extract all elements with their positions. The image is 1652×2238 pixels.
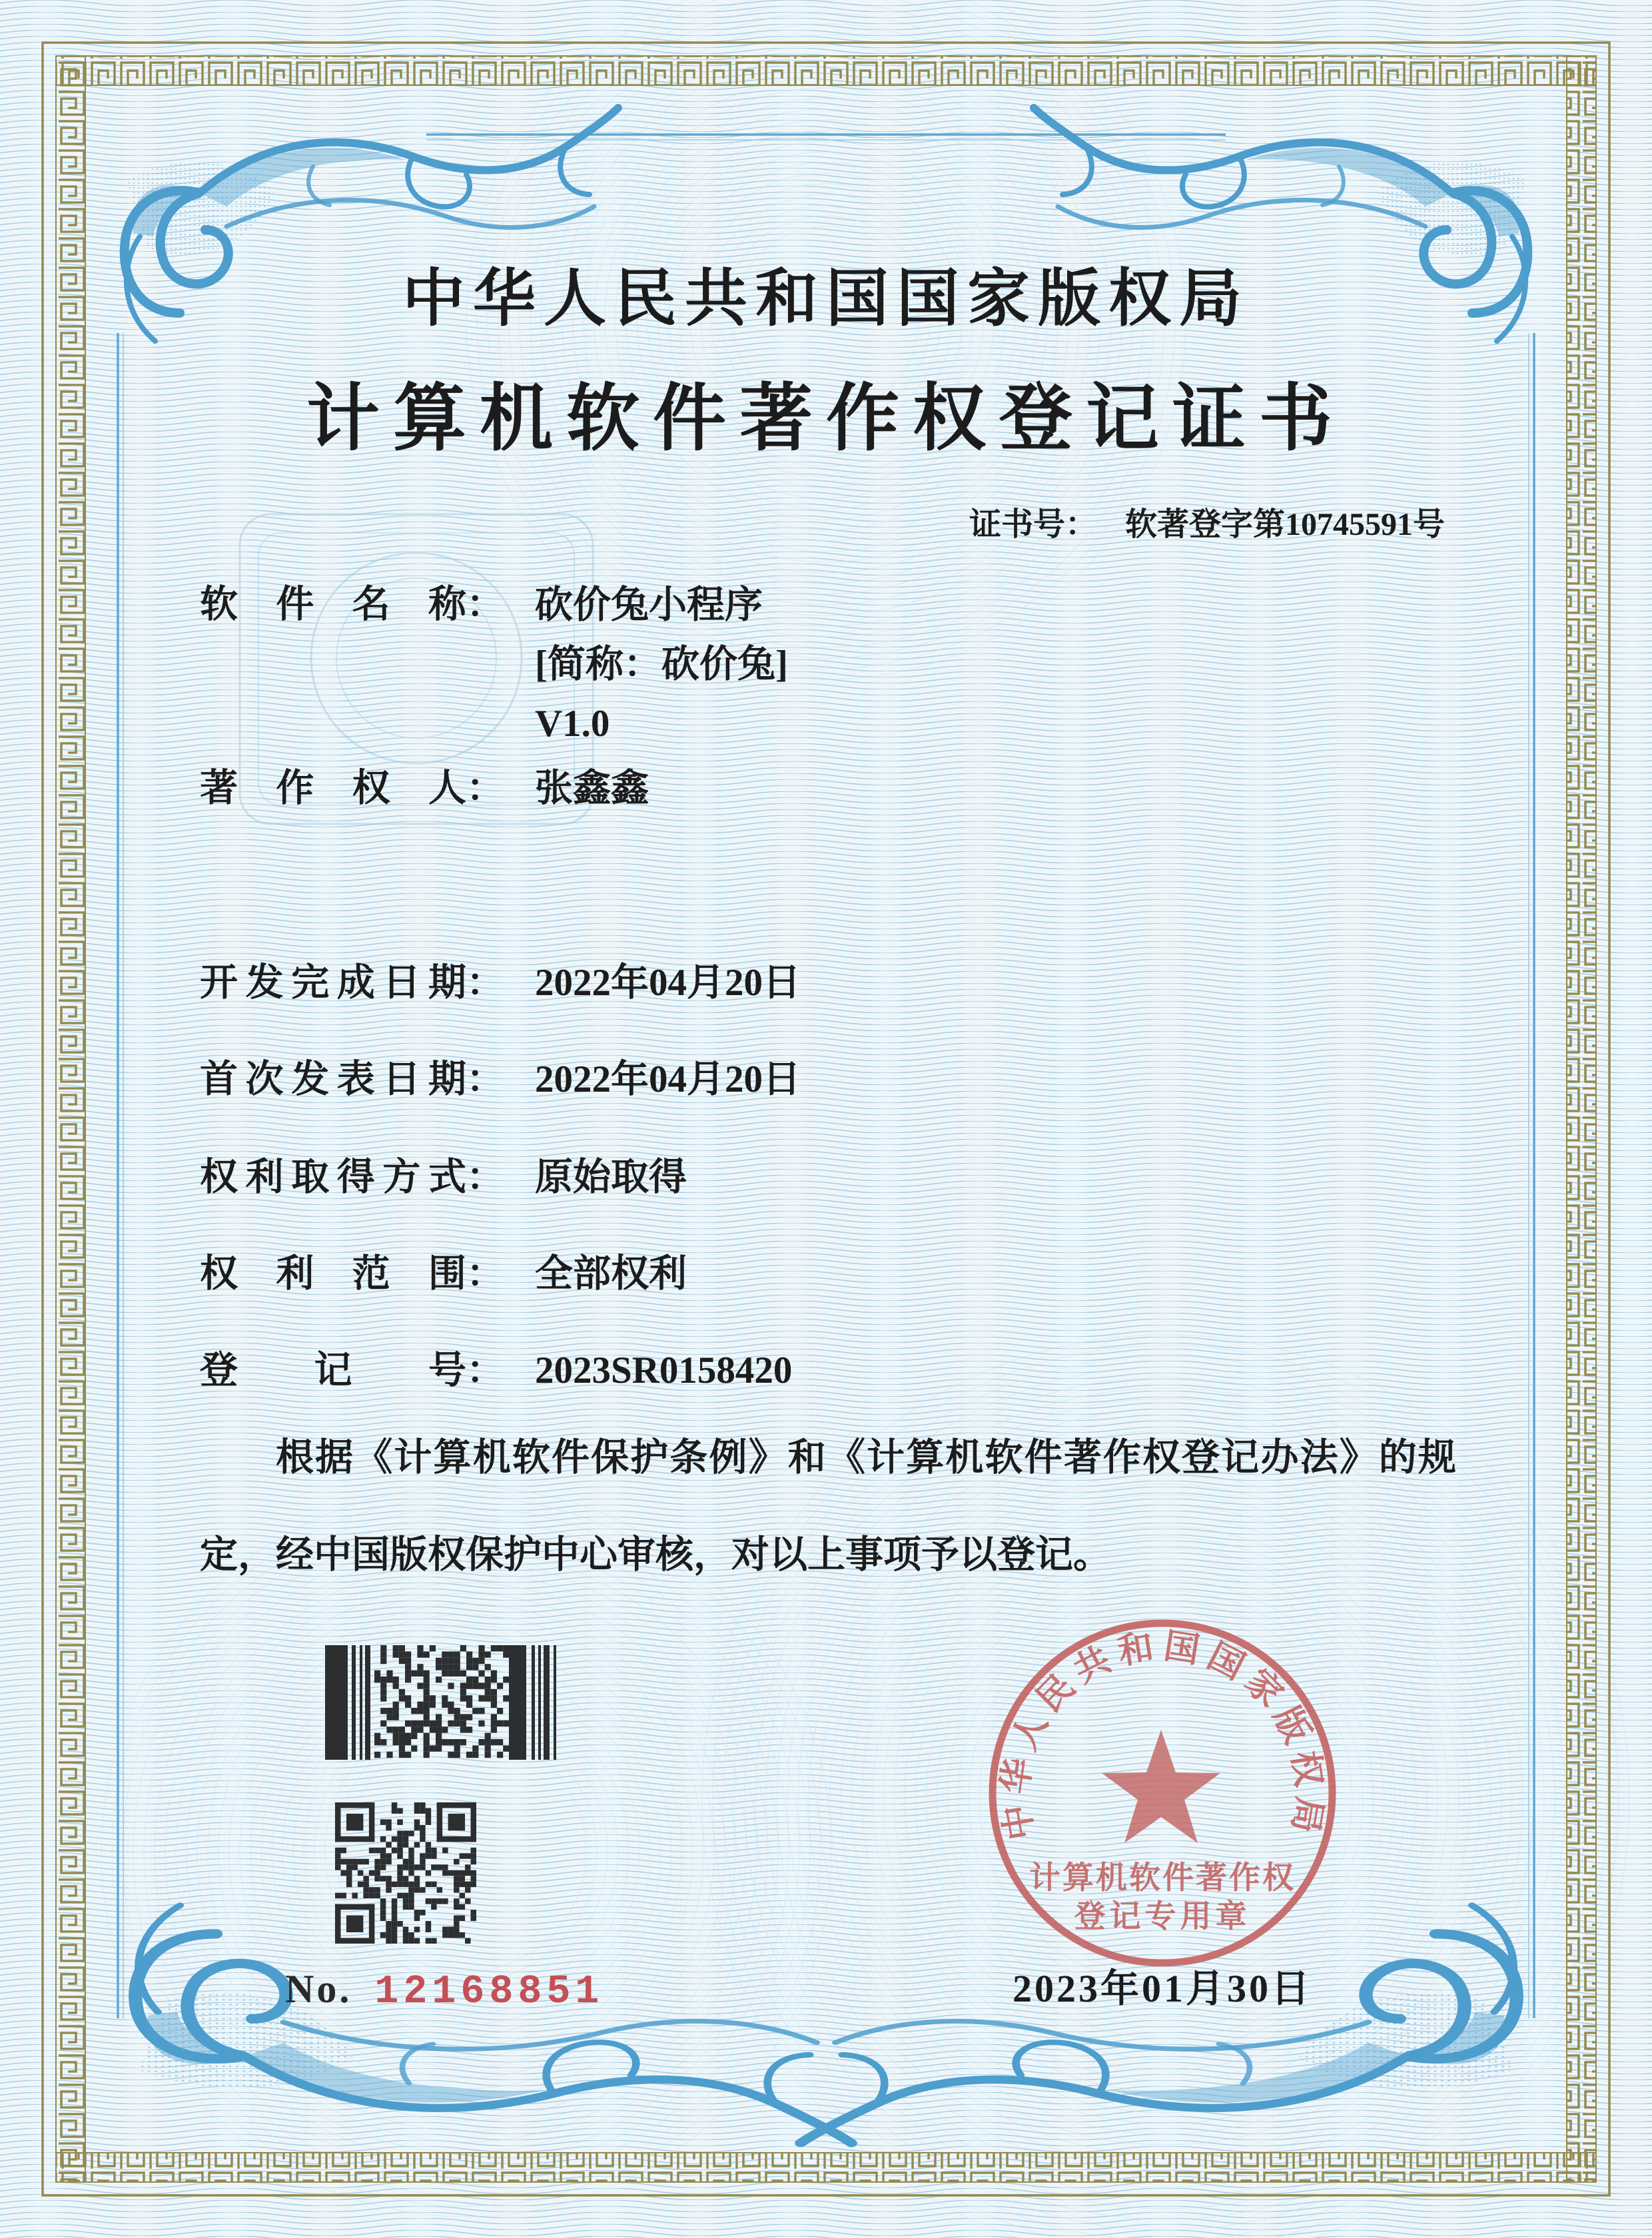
field-registration-number: [200, 1347, 792, 1395]
field-colon: ：: [466, 1253, 504, 1295]
field-label: 著作权人: [200, 767, 466, 809]
certificate-number-line: [969, 498, 1475, 544]
field-software-name: [200, 581, 788, 759]
field-colon: ：: [466, 767, 504, 809]
field-colon: ：: [466, 583, 504, 625]
serial-number: 12168851: [374, 1970, 604, 2015]
field-copyright-owner: [200, 765, 649, 813]
field-label: 首次发表日期: [200, 1058, 466, 1100]
field-label: 软件名称: [200, 583, 466, 625]
official-seal: [979, 1609, 1346, 1982]
field-label: 登记号: [200, 1349, 466, 1391]
serial-number-line: [285, 1966, 604, 2015]
field-label: 权利取得方式: [200, 1156, 466, 1198]
certificate-title: 计算机软件著作权登记证书: [306, 378, 1346, 460]
software-version-line: V1.0: [535, 703, 610, 745]
seal-ring-text: 中华人民共和国国家版权局: [995, 1627, 1330, 1843]
field-value: 2023SR0158420: [535, 1349, 793, 1391]
field-first-publish-date: [200, 1056, 801, 1104]
field-value: 2022年04月20日: [535, 962, 801, 1004]
field-label: 开发完成日期: [200, 962, 466, 1004]
field-value: [535, 581, 788, 759]
field-rights-scope: [200, 1250, 687, 1298]
field-dev-complete-date: [200, 959, 801, 1007]
software-name-line: 砍价兔小程序: [535, 584, 763, 626]
field-value: 2022年04月20日: [535, 1058, 801, 1100]
field-value: 原始取得: [535, 1156, 687, 1198]
seal-caption-line1: 计算机软件著作权: [1029, 1861, 1296, 1896]
field-colon: ：: [466, 1349, 504, 1391]
field-label: 权利范围: [200, 1253, 466, 1295]
issuing-authority-title: 中华人民共和国国家版权局: [402, 264, 1250, 334]
field-value: 全部权利: [535, 1253, 687, 1295]
field-colon: ：: [466, 1156, 504, 1198]
field-value: 张鑫鑫: [535, 767, 649, 809]
field-colon: ：: [466, 1058, 504, 1100]
red-star-icon: [1102, 1730, 1220, 1843]
field-colon: ：: [466, 962, 504, 1004]
certificate-number-label: 证书号：: [969, 507, 1098, 542]
seal-caption-line2: 登记专用章: [1074, 1900, 1251, 1934]
certificate-number-value: 软著登字第10745591号: [1125, 507, 1446, 542]
serial-label: No.: [285, 1967, 352, 2011]
field-rights-acquisition: [200, 1154, 687, 1202]
issue-date: 2023年01月30日: [1012, 1967, 1312, 2010]
software-shortname-line: [简称：砍价兔]: [535, 643, 788, 685]
qr-code: [335, 1802, 476, 1944]
registration-statement: 根据《计算机软件保护条例》和《计算机软件著作权登记办法》的规定，经中国版权保护中心审核，对以上事项予以登记。: [200, 1437, 1456, 1576]
pdf417-barcode: [325, 1645, 562, 1760]
